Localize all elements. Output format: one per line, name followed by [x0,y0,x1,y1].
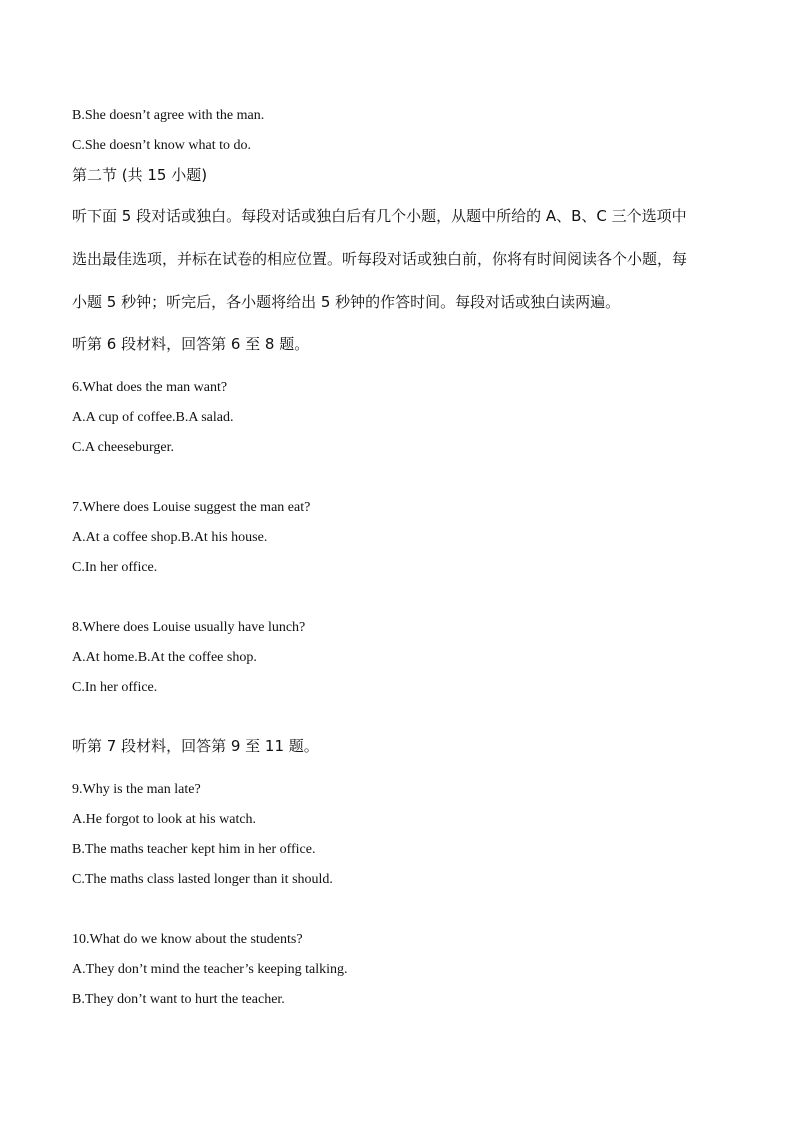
question-9-option-c: C.The maths class lasted longer than it should. [72,872,333,887]
question-7-option-c: C.In her office. [72,560,158,575]
instructions-line-1: 听下面 5 段对话或独白。每段对话或独白后有几个小题，从题中所给的 A、B、C 三个选项中 [72,207,687,225]
question-8-option-c: C.In her office. [72,680,158,695]
section-2-heading: 第二节 (共 15 小题) [72,166,208,184]
question-10-option-a: A.They don’t mind the teacher’s keeping talking. [72,962,348,977]
option-b-previous-question: B.She doesn’t agree with the man. [72,108,265,123]
question-6-option-c: C.A cheeseburger. [72,440,174,455]
question-6-options-ab: A.A cup of coffee.B.A salad. [72,410,234,425]
question-9-option-b: B.The maths teacher kept him in her office. [72,842,316,857]
question-9: 9.Why is the man late? [72,782,201,797]
material-7-heading: 听第 7 段材料，回答第 9 至 11 题。 [72,737,319,755]
question-7: 7.Where does Louise suggest the man eat? [72,500,311,515]
option-c-previous-question: C.She doesn’t know what to do. [72,138,252,153]
material-6-heading: 听第 6 段材料，回答第 6 至 8 题。 [72,335,310,353]
question-8-options-ab: A.At home.B.At the coffee shop. [72,650,257,665]
instructions-line-2: 选出最佳选项，并标在试卷的相应位置。听每段对话或独白前，你将有时间阅读各个小题，每 [72,250,688,268]
question-8: 8.Where does Louise usually have lunch? [72,620,306,635]
question-9-option-a: A.He forgot to look at his watch. [72,812,257,827]
question-7-options-ab: A.At a coffee shop.B.At his house. [72,530,268,545]
instructions-line-3: 小题 5 秒钟；听完后，各小题将给出 5 秒钟的作答时间。每段对话或独白读两遍。 [72,293,621,311]
question-6: 6.What does the man want? [72,380,228,395]
question-10: 10.What do we know about the students? [72,932,303,947]
question-10-option-b: B.They don’t want to hurt the teacher. [72,992,285,1007]
